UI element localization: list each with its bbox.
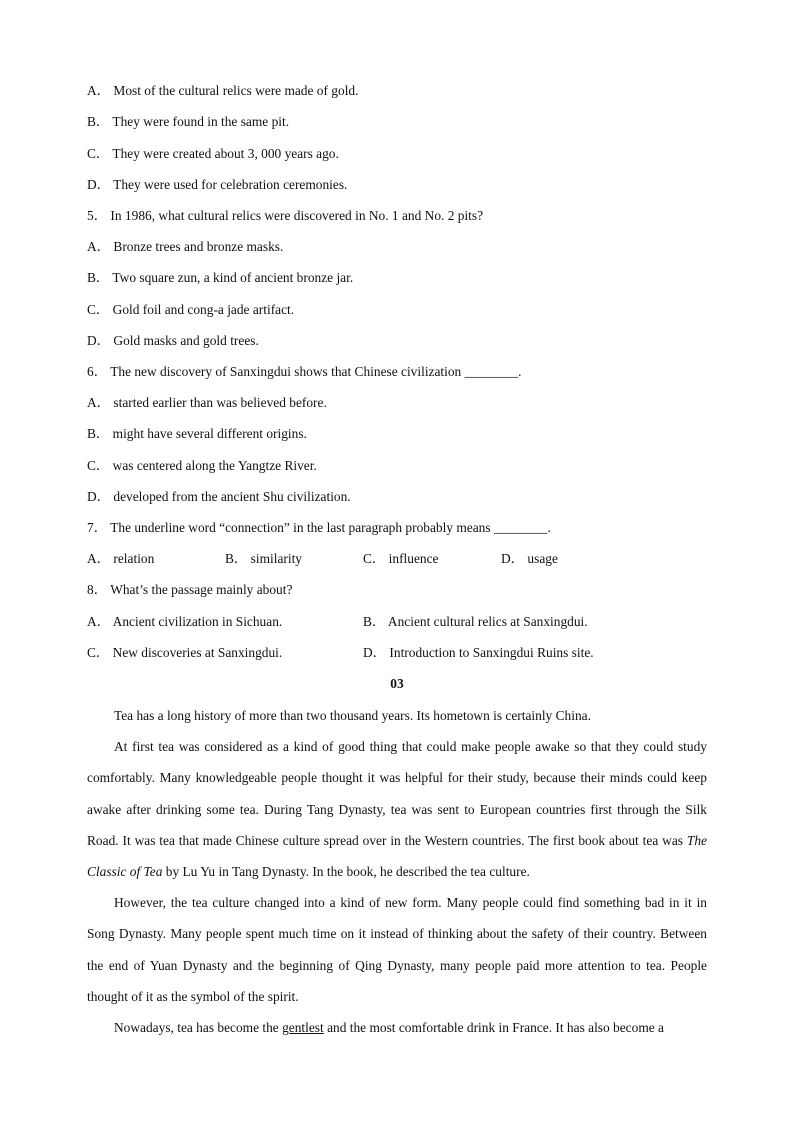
passage-paragraph-4 [87, 1012, 707, 1043]
q5-option-b: B． Two square zun, a kind of ancient bronze jar. [87, 270, 354, 285]
passage-paragraph-4-text: Nowadays, tea has become the [114, 1020, 283, 1036]
q8-option-d: D． Introduction to Sanxingdui Ruins site. [363, 645, 594, 660]
passage-paragraph-2 [87, 731, 707, 887]
book-title: The Classic of Tea [87, 832, 707, 880]
q7-question: 7． The underline word “connection” in the last paragraph probably means ________. [87, 520, 551, 535]
passage [87, 700, 707, 1043]
passage-paragraph-1: Tea has a long history of more than two thousand years. Its hometown is certainly China. [114, 708, 591, 723]
section-heading: 03 [390, 676, 404, 691]
q4-option-c: C． They were created about 3, 000 years ago. [87, 146, 339, 161]
q7-option-c: C． influence [363, 551, 439, 566]
q8-question: 8． What’s the passage mainly about? [87, 582, 293, 597]
q6-option-a: A． started earlier than was believed before. [87, 395, 327, 410]
q7-option-b: B． similarity [225, 551, 302, 566]
passage-paragraph-2-text-end: by Lu Yu in Tang Dynasty. In the book, he described the tea culture. [162, 864, 530, 880]
q4-option-b: B． They were found in the same pit. [87, 114, 290, 129]
q5-option-a: A． Bronze trees and bronze masks. [87, 239, 284, 254]
q5-option-d: D． Gold masks and gold trees. [87, 333, 259, 348]
passage-paragraph-2-text: At first tea was considered as a kind of good thing that could make people awake so that they could study comfortably. Many knowledgeable people thought it was helpful for their study, because their minds could keep awake after drinking some tea. During Tang Dynasty, tea was sent to European countries first through the Silk Road. It was tea that made Chinese culture spread over in the Western countries. The first book about tea was [87, 739, 707, 848]
passage-paragraph-3: However, the tea culture changed into a kind of new form. Many people could find something bad in it in Song Dynasty. Many people spent much time on it instead of thinking about the safety of their country. Between the end of Yuan Dynasty and the beginning of Qing Dynasty, many people paid more attention to tea. People thought of it as the symbol of the spirit. [87, 895, 707, 1004]
passage-paragraph-4-text-end: and the most comfortable drink in France. It has also become a [323, 1020, 664, 1036]
q8-option-b: B． Ancient cultural relics at Sanxingdui. [363, 614, 588, 629]
q8-option-c: C． New discoveries at Sanxingdui. [87, 645, 283, 660]
q4-option-a: A． Most of the cultural relics were made of gold. [87, 83, 359, 98]
q8-option-a: A． Ancient civilization in Sichuan. [87, 614, 283, 629]
q5-option-c: C． Gold foil and cong-a jade artifact. [87, 302, 295, 317]
q6-option-c: C． was centered along the Yangtze River. [87, 458, 317, 473]
q4-option-d: D． They were used for celebration ceremonies. [87, 177, 348, 192]
q6-option-b: B． might have several different origins. [87, 426, 307, 441]
underlined-word: gentlest [282, 1020, 324, 1036]
q7-option-d: D． usage [501, 551, 558, 566]
q6-question: 6． The new discovery of Sanxingdui shows that Chinese civilization ________. [87, 364, 522, 379]
q7-option-a: A． relation [87, 551, 155, 566]
q6-option-d: D． developed from the ancient Shu civilization. [87, 489, 351, 504]
q5-question: 5． In 1986, what cultural relics were discovered in No. 1 and No. 2 pits? [87, 208, 484, 223]
